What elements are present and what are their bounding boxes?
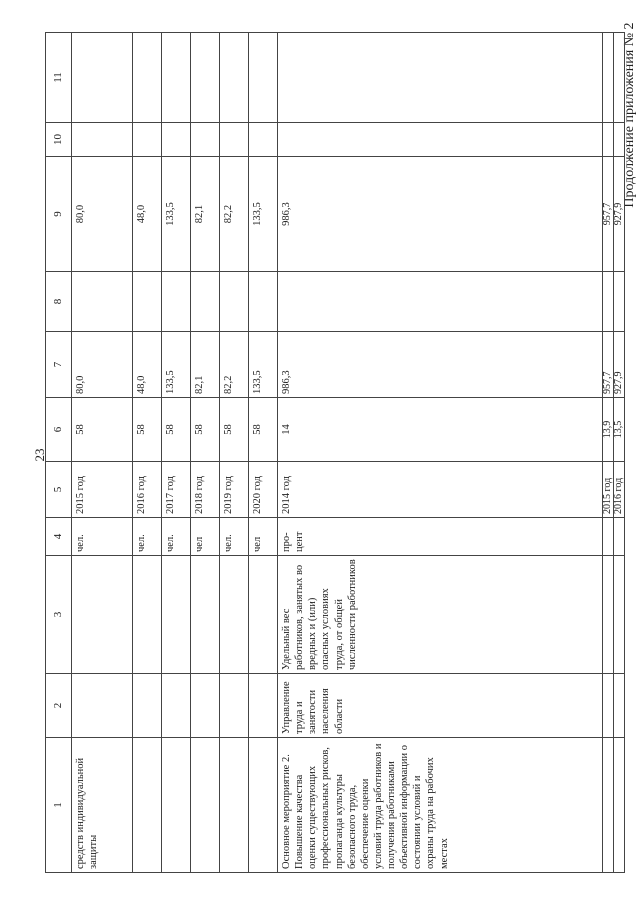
cell-other [133,32,162,122]
cell-indicator [249,555,278,673]
table-row [191,32,220,872]
cell-regional: 80,0 [72,156,133,271]
cell-local [72,122,133,156]
cell-federal [603,271,614,331]
cell-indicator [162,555,191,673]
cell-local [162,122,191,156]
column-header: 1 [46,737,72,872]
cell-regional: 133,5 [162,156,191,271]
column-header: 11 [46,32,72,122]
cell-value: 13,5 [614,397,625,461]
cell-other [72,32,133,122]
cell-executor [133,673,162,737]
cell-other [220,32,249,122]
cell-measure: средств индивидуальной защиты [72,737,133,872]
cell-year: 2020 год [249,461,278,517]
cell-total: 48,0 [133,331,162,397]
cell-year: 2019 год [220,461,249,517]
cell-federal [249,271,278,331]
cell-other [249,32,278,122]
cell-value: 58 [220,397,249,461]
cell-regional: 82,2 [220,156,249,271]
column-header: 9 [46,156,72,271]
cell-unit: чел. [162,517,191,555]
cell-indicator [133,555,162,673]
cell-executor [72,673,133,737]
cell-value: 58 [133,397,162,461]
cell-unit: чел. [220,517,249,555]
cell-value: 58 [72,397,133,461]
cell-local [614,122,625,156]
cell-federal [191,271,220,331]
cell-executor [162,673,191,737]
rotated-table-wrapper [45,33,624,873]
cell-indicator [220,555,249,673]
cell-year: 2017 год [162,461,191,517]
cell-measure [162,737,191,872]
cell-indicator [614,555,625,673]
cell-unit: про-цент [278,517,603,555]
cell-local [220,122,249,156]
cell-indicator: Удельный вес работников, занятых во вредных и (или) опасных условиях труда, от общей численности работников [278,555,603,673]
cell-federal [614,271,625,331]
column-header: 3 [46,555,72,673]
cell-total: 927,9 [614,331,625,397]
cell-measure: Основное мероприятие 2. Повышение качества оценки существующих профессиональных рисков, пропаганда культуры безопасного труда, обеспечение оценки условий труда работников и получения работниками объективной информации о состоянии условий и охраны труда на рабочих местах [278,737,603,872]
column-number-row [46,32,72,872]
cell-regional: 82,1 [191,156,220,271]
cell-other [191,32,220,122]
cell-value: 58 [162,397,191,461]
cell-regional: 986,3 [278,156,603,271]
cell-total: 133,5 [249,331,278,397]
cell-executor [220,673,249,737]
table-row [220,32,249,872]
cell-regional: 957,7 [603,156,614,271]
cell-year: 2016 год [133,461,162,517]
cell-other [278,32,603,122]
column-header: 8 [46,271,72,331]
cell-regional: 133,5 [249,156,278,271]
column-header: 7 [46,331,72,397]
table-row [72,32,133,872]
cell-local [249,122,278,156]
cell-local [133,122,162,156]
cell-federal [72,271,133,331]
cell-other [162,32,191,122]
cell-measure [191,737,220,872]
cell-year: 2016 год [614,461,625,517]
cell-other [603,32,614,122]
column-header: 2 [46,673,72,737]
cell-measure [220,737,249,872]
cell-year: 2014 год [278,461,603,517]
table-row [278,32,603,872]
table-row [249,32,278,872]
table-row [614,32,625,872]
cell-regional: 48,0 [133,156,162,271]
cell-federal [133,271,162,331]
appendix-continuation-note: Продолжение приложения № 2 [622,22,637,208]
cell-unit: чел [191,517,220,555]
table-row [162,32,191,872]
cell-value: 58 [249,397,278,461]
cell-indicator [603,555,614,673]
cell-total: 80,0 [72,331,133,397]
page-number: 23 [32,448,47,462]
column-header: 4 [46,517,72,555]
cell-indicator [72,555,133,673]
cell-executor [603,673,614,737]
cell-value: 13,9 [603,397,614,461]
cell-year: 2015 год [603,461,614,517]
data-table [45,32,625,873]
cell-value: 14 [278,397,603,461]
cell-regional: 927,9 [614,156,625,271]
cell-local [278,122,603,156]
cell-unit: чел [249,517,278,555]
cell-unit [614,517,625,555]
cell-total: 82,2 [220,331,249,397]
table-row [603,32,614,872]
cell-measure [603,737,614,872]
cell-executor [614,673,625,737]
cell-executor: Управление труда и занятости населения области [278,673,603,737]
cell-measure [614,737,625,872]
cell-unit [603,517,614,555]
cell-measure [249,737,278,872]
cell-year: 2015 год [72,461,133,517]
cell-local [191,122,220,156]
cell-value: 58 [191,397,220,461]
cell-executor [191,673,220,737]
cell-total: 82,1 [191,331,220,397]
cell-executor [249,673,278,737]
cell-indicator [191,555,220,673]
cell-federal [220,271,249,331]
cell-total: 957,7 [603,331,614,397]
column-header: 10 [46,122,72,156]
column-header: 6 [46,397,72,461]
cell-federal [278,271,603,331]
table-row [133,32,162,872]
cell-unit: чел. [72,517,133,555]
cell-other [614,32,625,122]
cell-federal [162,271,191,331]
cell-year: 2018 год [191,461,220,517]
cell-local [603,122,614,156]
column-header: 5 [46,461,72,517]
cell-measure [133,737,162,872]
cell-total: 133,5 [162,331,191,397]
cell-unit: чел. [133,517,162,555]
cell-total: 986,3 [278,331,603,397]
